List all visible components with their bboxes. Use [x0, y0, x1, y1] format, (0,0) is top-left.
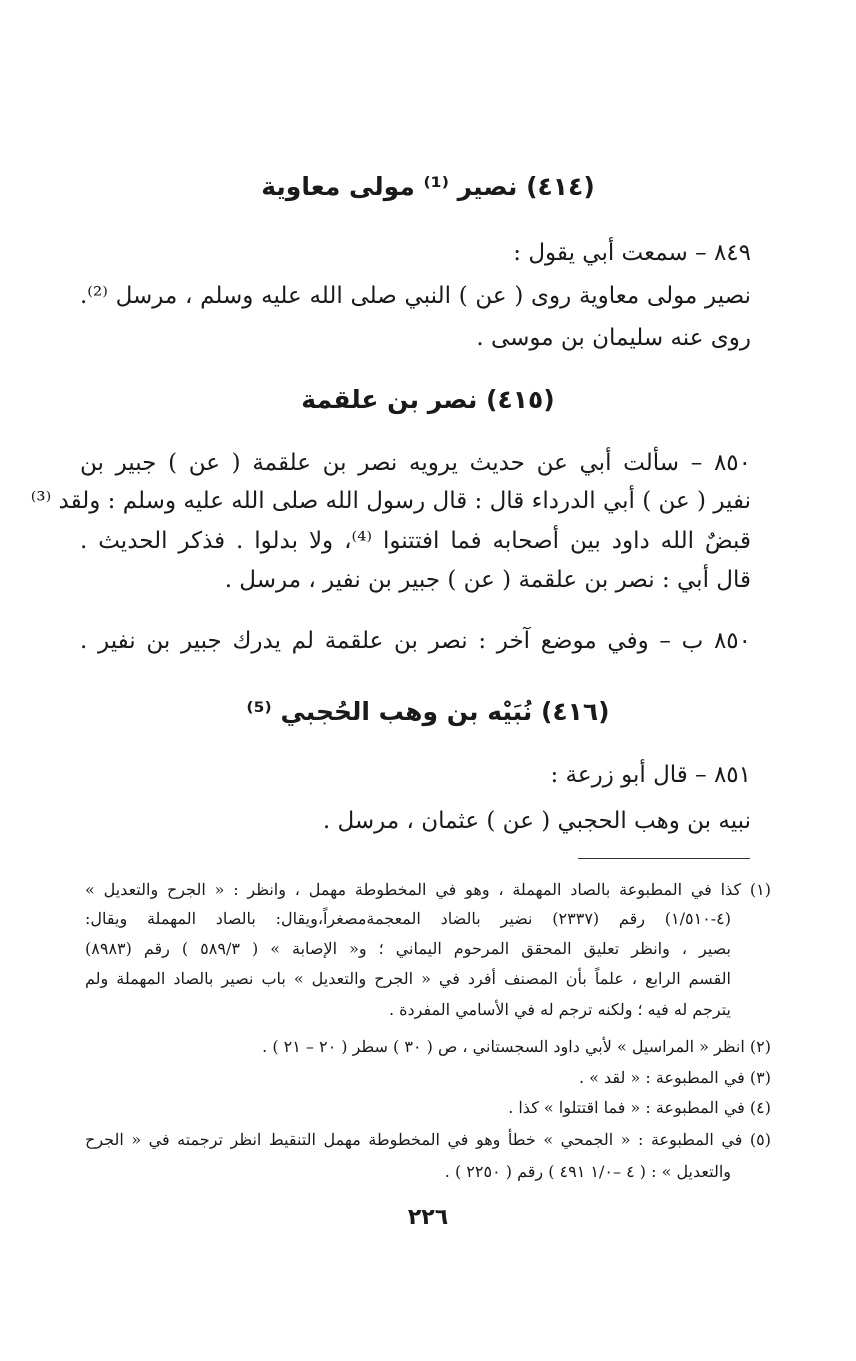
report-850b-text: ٨٥٠ ب – وفي موضع آخر : نصر بن علقمة لم يدرك جبير بن نفير .: [80, 628, 751, 654]
footnote-1-line: (١) كذا في المطبوعة بالصاد المهملة ، وهو في المخطوطة مهمل ، وانظر : « الجرح والتعديل »: [85, 880, 771, 899]
report-851-text-line: نبيه بن وهب الحجبي ( عن ) عثمان ، مرسل .: [322, 808, 751, 834]
report-850-text-line: ٨٥٠ – سألت أبي عن حديث يرويه نصر بن علقمة ( عن ) جبير بن: [80, 450, 751, 476]
footnote-1-line: (٤-١/٥١٠) رقم (٢٣٣٧) نضير بالضاد المعجمةمصغراً،ويقال: بالصاد المهملة ويقال:: [85, 909, 731, 928]
footnote-1-line: القسم الرابع ، علماً بأن المصنف أفرد في « الجرح والتعديل » باب نصير بالصاد المهملة ولم: [85, 969, 731, 988]
section-title-415: (٤١٥) نصر بن علقمة: [301, 385, 555, 414]
report-850-text-line: نفير ( عن ) أبي الدرداء قال : قال رسول الله صلى الله عليه وسلم : ولقد ⁽³⁾: [30, 488, 751, 514]
footnote-divider: [578, 858, 750, 859]
footnote-1-line: بصير ، وانظر تعليق المحقق المرحوم اليماني ؛ و« الإصابة » ( ٥٨٩/٣ ) رقم (٨٩٨٣): [85, 939, 732, 958]
report-849-intro: ٨٤٩ – سمعت أبي يقول :: [513, 240, 751, 266]
footnote-4: (٤) في المطبوعة : « فما اقتتلوا » كذا .: [508, 1098, 771, 1117]
footnote-2: (٢) انظر « المراسيل » لأبي داود السجستاني ، ص ( ٣٠ ) سطر ( ٢٠ – ٢١ ) .: [262, 1037, 771, 1056]
footnote-3: (٣) في المطبوعة : « لقد » .: [578, 1068, 771, 1087]
section-title-416: (٤١٦) نُبَيْه بن وهب الحُجبي ⁽⁵⁾: [246, 697, 610, 726]
page-number: ٢٢٦: [407, 1205, 449, 1230]
report-850-text-line: قال أبي : نصر بن علقمة ( عن ) جبير بن نفير ، مرسل .: [224, 567, 751, 593]
footnote-5-line: (٥) في المطبوعة : « الجمحي » خطأ وهو في المخطوطة مهمل التنقيط انظر ترجمته في « الجرح: [85, 1130, 771, 1149]
report-850-text-line: قبضٌ الله داود بين أصحابه فما افتتنوا ⁽⁴⁾، ولا بدلوا . فذكر الحديث .: [80, 528, 751, 554]
report-849-text-line: نصير مولى معاوية روى ( عن ) النبي صلى الله عليه وسلم ، مرسل ⁽²⁾.: [80, 283, 751, 309]
footnote-1-line: يترجم له فيه ؛ ولكنه ترجم له في الأسامي المفردة .: [388, 1000, 731, 1019]
report-849-text-line: روى عنه سليمان بن موسى .: [476, 325, 751, 351]
report-851-intro: ٨٥١ – قال أبو زرعة :: [550, 762, 751, 788]
footnote-5-line: والتعديل » : ( ٤ –١/٠ ٤٩١ ) رقم ( ٢٢٥٠ ) .: [444, 1162, 731, 1181]
section-title-414: (٤١٤) نصير ⁽¹⁾ مولى معاوية: [261, 172, 595, 201]
